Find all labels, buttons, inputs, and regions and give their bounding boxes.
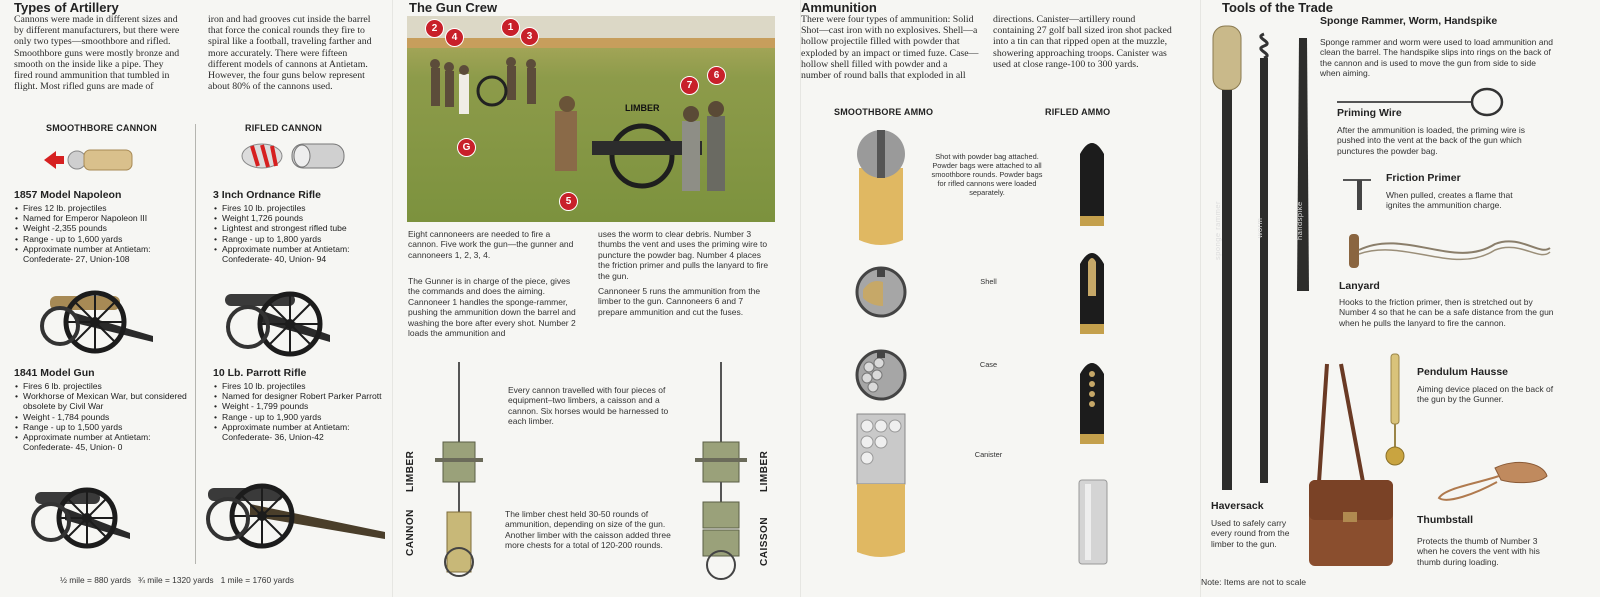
ordnance-rifle-image	[220, 280, 335, 360]
crew-badge: 1	[501, 18, 520, 37]
crew-badge: 5	[559, 192, 578, 211]
tool-desc: Sponge rammer and worm were used to load ammunition and clean the barrel. The handspike slips into rings on the back of the cannon and is used to move the gun from side to side when aiming.	[1320, 37, 1553, 79]
rifled-shot-image	[1077, 136, 1107, 228]
rifled-shell-image	[1077, 246, 1107, 336]
fact: • Weight -2,355 pounds	[23, 223, 201, 233]
caisson-label: CAISSON	[759, 516, 770, 566]
fact: • Approximate number at Antietam: Confederate- 45, Union- 0	[23, 432, 201, 452]
cannon-name: 1857 Model Napoleon	[14, 189, 122, 201]
fact: • Weight 1,726 pounds	[222, 213, 398, 223]
fact: • Range - up to 1,800 yards	[222, 234, 398, 244]
parrott-rifle-image	[200, 472, 392, 552]
rifled-ammo-label: RIFLED AMMO	[1045, 107, 1111, 117]
tool-name: Lanyard	[1339, 280, 1380, 292]
crew-paragraph: The Gunner is in charge of the piece, gives the commands and does the aiming. Cannoneer 1 handles the sponge-rammer, pushing the ammunition down the barrel and washing the bore after every shot. Number 2 loads the ammunition and	[408, 276, 576, 339]
cannon-facts	[213, 203, 398, 264]
smoothbore-projectile-image	[44, 145, 139, 175]
fact: • Fires 6 lb. projectiles	[23, 381, 201, 391]
types-title: Types of Artillery	[14, 0, 119, 15]
cannon-name: 1841 Model Gun	[14, 367, 95, 379]
photo-limber-label: LIMBER	[625, 103, 660, 113]
crew-badge: G	[457, 138, 476, 157]
napoleon-cannon-image	[35, 278, 160, 356]
ammo-intro-left: There were four types of ammunition: Solid Shot—cast iron with no explosives. Shell—a hollow projectile filled with powder that exploded by an impact or timed fuze. Case—hollow shell filled with powder and a number of round balls that exploded in all	[801, 14, 979, 82]
crew-paragraph: uses the worm to clear debris. Number 3 thumbs the vent and uses the priming wire to puncture the powder bag. Number 4 places the friction primer and pulls the lanyard to fire the gun.	[598, 229, 769, 281]
smoothbore-cannon-label: SMOOTHBORE CANNON	[46, 123, 157, 133]
tool-desc: After the ammunition is loaded, the priming wire is pushed into the vent at the back of the gun which punctures the powder bag.	[1337, 125, 1526, 156]
lanyard-image	[1345, 226, 1557, 276]
crew-badge: 4	[445, 28, 464, 47]
shot-note: Shot with powder bag attached. Powder bags were attached to all smoothbore rounds. Powder bags for rifled cannons were loaded separately.	[931, 152, 1043, 197]
tool-name: Sponge Rammer, Worm, Handspike	[1320, 15, 1498, 27]
tool-desc: Protects the thumb of Number 3 when he covers the vent with his thumb during loading.	[1417, 536, 1540, 567]
worm-label: worm	[1255, 217, 1264, 238]
shell-image	[853, 264, 909, 320]
tool-desc: Aiming device placed on the back of the gun by the Gunner.	[1417, 384, 1554, 405]
gun-crew-photo	[407, 16, 775, 222]
rifled-projectile-image	[240, 140, 352, 174]
fact: • Fires 12 lb. projectiles	[23, 203, 201, 213]
fact: • Weight - 1,799 pounds	[222, 401, 398, 411]
tool-name: Friction Primer	[1386, 172, 1461, 184]
distance-scale: ½ mile = 880 yards ¾ mile = 1320 yards 1 mile = 1760 yards	[60, 575, 294, 585]
canister-image	[855, 412, 907, 560]
haversack-image	[1303, 362, 1397, 572]
fact: • Fires 10 lb. projectiles	[222, 203, 398, 213]
crew-title: The Gun Crew	[409, 0, 498, 15]
fact: • Weight - 1,784 pounds	[23, 412, 201, 422]
shell-label: Shell	[980, 277, 997, 286]
crew-badge: 7	[680, 76, 699, 95]
fact: • Fires 10 lb. projectiles	[222, 381, 398, 391]
rifled-canister-image	[1077, 478, 1109, 566]
smoothbore-ammo-label: SMOOTHBORE AMMO	[834, 107, 934, 117]
fact: • Approximate number at Antietam: Confederate- 36, Union-42	[222, 422, 398, 442]
cannon-facts	[14, 381, 201, 452]
fact: • Range - up to 1,600 yards	[23, 234, 201, 244]
solid-shot-image	[853, 128, 909, 253]
cannon-name: 10 Lb. Parrott Rifle	[213, 367, 307, 379]
tool-desc: When pulled, creates a flame that ignites the ammunition charge.	[1386, 190, 1513, 211]
fact: • Named for designer Robert Parker Parrott	[222, 391, 398, 401]
gun-crew-panel	[392, 0, 800, 597]
crew-paragraph: Every cannon travelled with four pieces of equipment–two limbers, a caisson and a cannon. Six horses would be harnessed to each limber.	[508, 385, 669, 427]
cannon-facts	[213, 381, 398, 442]
crew-badge: 6	[707, 66, 726, 85]
tools-title: Tools of the Trade	[1222, 0, 1333, 15]
tool-name: Thumbstall	[1417, 514, 1474, 526]
tool-desc: Hooks to the friction primer, then is stretched out by Number 4 so that he can be a safe distance from the gun when he pulls the lanyard to fire the cannon.	[1339, 297, 1554, 328]
limber-label-left: LIMBER	[405, 450, 416, 492]
cannon-label: CANNON	[405, 509, 416, 556]
crew-paragraph: The limber chest held 30-50 rounds of ammunition, depending on size of the gun. Another limber with the caisson added three more chests for a total of 120-200 rounds.	[505, 509, 671, 551]
crew-paragraph: Eight cannoneers are needed to fire a cannon. Five work the gun—the gunner and cannoneers 1, 2, 3, 4.	[408, 229, 574, 260]
fact: • Approximate number at Antietam: Confederate- 40, Union- 94	[222, 244, 398, 264]
model-gun-image	[25, 478, 135, 552]
fact: • Workhorse of Mexican War, but considered obsolete by Civil War	[23, 391, 201, 411]
crew-badge: 2	[425, 19, 444, 38]
cannon-name: 3 Inch Ordnance Rifle	[213, 189, 321, 201]
cannon-facts	[14, 203, 201, 264]
sponge-rammer-label: sponge rammer	[1213, 200, 1222, 260]
crew-paragraph: Cannoneer 5 runs the ammunition from the limber to the gun. Cannoneers 6 and 7 prepare ammunition and cut the fuses.	[598, 286, 761, 317]
ammo-title: Ammunition	[801, 0, 877, 15]
handspike-label: handspike	[1295, 201, 1304, 240]
tool-name: Priming Wire	[1337, 107, 1402, 119]
ammo-intro-right: directions. Canister—artillery round containing 27 golf ball sized iron shot packed into a tin can that ripped open at the muzzle, showering approaching troops. Canister was used at close range-100 to 300 yards.	[993, 14, 1172, 70]
fact: • Range - up to 1,500 yards	[23, 422, 201, 432]
fact: • Lightest and strongest rifled tube	[222, 223, 398, 233]
friction-primer-image	[1341, 176, 1375, 212]
limber-label-right: LIMBER	[759, 450, 770, 492]
thumbstall-image	[1435, 454, 1553, 512]
case-label: Case	[979, 360, 998, 369]
rifled-cannon-label: RIFLED CANNON	[245, 123, 323, 133]
rifled-case-image	[1077, 356, 1107, 446]
types-intro-right: iron and had grooves cut inside the barrel that force the conical rounds they fire to spiral like a football, traveling farther and more accurately. There were fifteen different models of cannons at Antietam. However, the four guns below represent about 80% of the cannons used.	[208, 14, 372, 93]
case-image	[853, 347, 909, 403]
column-divider	[195, 124, 196, 564]
worm-image	[1251, 32, 1277, 487]
tools-panel	[1200, 0, 1600, 597]
tool-desc: Used to safely carry every round from the limber to the gun.	[1211, 518, 1290, 549]
scale-note: Note: Items are not to scale	[1201, 577, 1307, 587]
tool-name: Haversack	[1211, 500, 1264, 512]
limber-caisson-diagram	[691, 362, 751, 582]
fact: • Range - up to 1,900 yards	[222, 412, 398, 422]
fact: • Approximate number at Antietam: Confederate- 27, Union-108	[23, 244, 201, 264]
tool-name: Pendulum Hausse	[1417, 366, 1509, 378]
ammunition-panel	[800, 0, 1200, 597]
types-of-artillery-panel	[0, 0, 392, 597]
fact: • Named for Emperor Napoleon III	[23, 213, 201, 223]
types-intro-left: Cannons were made in different sizes and by different manufacturers, but there were only two types—smoothbore and rifled. Smoothbore guns were mostly bronze and smooth on the inside like a pipe. They fired round ammunition that tumbled in flight. Most rifled guns are made of	[14, 14, 180, 93]
handspike-image	[1293, 36, 1313, 296]
limber-cannon-diagram	[431, 362, 487, 582]
crew-badge: 3	[520, 27, 539, 46]
canister-label: Canister	[974, 450, 1003, 459]
